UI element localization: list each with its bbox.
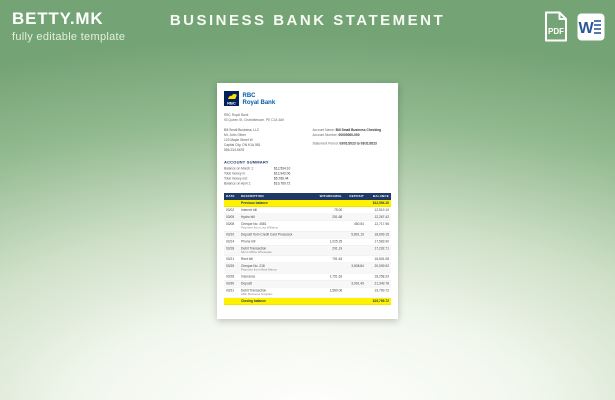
cell-date: 03/28 [224,273,239,280]
cell-description: Insurance [239,273,316,280]
cell-description: Internet bill [239,207,316,214]
table-header-row [224,193,391,200]
customer-address-block [224,128,261,153]
account-info-label: Statement Period: [312,141,340,146]
cell-description: Deposit [239,280,316,287]
cell-balance: 18,258.29 [366,273,391,280]
table-row [224,221,391,232]
pdf-icon-label: PDF [548,27,564,36]
cell-description: Cheque No. 4581 Payment from Lisa Williams [239,221,316,232]
cell-balance: 17,292.71 [366,245,391,256]
cell-date [224,200,239,207]
cell-withdrawal [316,298,344,305]
account-info-value: 00000000-000 [338,133,360,137]
table-row [224,298,391,305]
column-header: DATE [224,193,239,200]
cell-withdrawal: 1,025.25 [316,238,344,245]
cell-deposit [344,200,366,207]
cell-balance: 12,717.96 [366,221,391,232]
table-row [224,207,391,214]
account-info-line [313,141,391,146]
format-icons [543,11,605,42]
account-info-label: Account Name: [312,128,336,132]
customer-address-line: 123 Maple Street W [224,138,253,142]
account-summary [224,160,391,187]
bank-header [224,91,391,109]
summary-value: $5,766.44 [274,177,289,181]
customer-address-line: 555-234-5678 [224,148,245,152]
cell-date: 03/31 [224,287,239,298]
cell-balance: $19,769.72 [366,298,391,305]
summary-value: $12,942.06 [274,172,291,176]
table-row [224,238,391,245]
brand-logo[interactable]: BETTY.MK [12,9,104,28]
cell-balance: 19,769.72 [366,287,391,298]
account-summary-rows [224,166,312,186]
cell-date: 03/21 [224,256,239,263]
account-summary-title: ACCOUNT SUMMARY [224,159,269,165]
column-header: WITHDRAWAL [316,193,344,200]
cell-withdrawal: 791.63 [316,256,344,263]
cell-withdrawal: 251.68 [316,214,344,221]
cell-date: 03/02 [224,207,239,214]
cell-date: 03/10 [224,231,239,238]
table-row [224,263,391,274]
cell-withdrawal [316,231,344,238]
cell-deposit [344,298,366,305]
cell-balance: 12,519.10 [366,207,391,214]
cell-description: Debit Transaction Micro Office Wholesale [239,245,316,256]
cell-date: 03/05 [224,214,239,221]
cell-balance: $12,594.10 [366,200,391,207]
cell-description-line2: ABC Business Supplies [241,292,273,296]
page-title: BUSINESS BANK STATEMENT [169,12,446,29]
summary-label: Balance on March 1: [224,167,254,171]
cell-description: Cheque No. 218 Payment from Mark Mason [239,263,316,274]
account-info-value: Bill Small Business Checking [335,128,382,132]
cell-description-line2: Micro Office Wholesale [241,250,272,254]
cell-deposit [344,238,366,245]
account-info-value: 03/01/2023 to 03/31/2023 [339,141,377,146]
cell-balance: 12,267.42 [366,214,391,221]
cell-date [224,298,239,305]
column-header: BALANCE [366,193,391,200]
cell-withdrawal: 1,580.06 [316,287,344,298]
table-row [224,273,391,280]
brand-tagline: fully editable template [12,31,126,43]
bank-name: RBC Royal Bank [242,91,276,106]
bank-address: RBC Royal Bank 93 Queen St, Charlottetown, PE C1A 4A9 [224,113,284,122]
table-row [224,280,391,287]
cell-deposit: 5,891.19 [344,231,366,238]
cell-deposit: 450.54 [344,221,366,232]
table-row [224,245,391,256]
word-file-icon[interactable] [577,13,605,41]
word-icon-label: W [578,19,594,37]
cell-description: Closing balance [239,298,316,305]
cell-description: Debit Transaction ABC Business Supplies [239,287,316,298]
rbc-logo-text: RBC [227,100,236,106]
cell-deposit: 3,091.49 [344,280,366,287]
cell-date: 03/18 [224,245,239,256]
cell-date: 03/25 [224,263,239,274]
cell-withdrawal [316,221,344,232]
cell-description: Previous balance [239,200,316,207]
cell-withdrawal [316,263,344,274]
transactions-table [224,193,391,305]
cell-deposit [344,207,366,214]
summary-label: Balance on April 1: [224,182,252,186]
cell-balance: 16,501.08 [366,256,391,263]
summary-row [224,181,312,186]
pdf-file-icon[interactable] [543,11,569,42]
cell-date: 03/14 [224,238,239,245]
cell-deposit [344,214,366,221]
cell-description-line2: Payment from Lisa Williams [241,226,279,230]
cell-deposit: 3,508.84 [344,263,366,274]
cell-withdrawal [316,280,344,287]
cell-deposit [344,273,366,280]
cell-withdrawal: 75.00 [316,207,344,214]
cell-withdrawal: 1,751.63 [316,273,344,280]
column-header: DESCRIPTION [239,193,316,200]
customer-address-line: Bill Small Business, LLC [224,128,260,132]
cell-description: Hydro bill [239,214,316,221]
cell-deposit [344,256,366,263]
summary-label: Total money in: [224,172,246,176]
cell-deposit [344,245,366,256]
account-info-label: Account Number: [312,133,339,137]
cell-balance: 21,349.78 [366,280,391,287]
cell-balance: 17,583.90 [366,238,391,245]
cell-balance: 20,009.92 [366,263,391,274]
cell-deposit [344,287,366,298]
account-info-line [313,133,391,138]
summary-value: $19,769.72 [274,182,291,186]
statement-table-body [224,200,391,305]
cell-description-line2: Payment from Mark Mason [241,268,278,272]
table-row [224,287,391,298]
cell-description: Phone bill [239,238,316,245]
customer-address-line: Mr. John Oliver [224,133,246,137]
cell-date: 03/30 [224,280,239,287]
cell-description: Rent bill [239,256,316,263]
cell-balance: 18,609.15 [366,231,391,238]
bank-statement-document [217,83,398,319]
cell-withdrawal [316,200,344,207]
account-info-block [313,128,391,153]
column-header: DEPOSIT [344,193,366,200]
table-row [224,256,391,263]
rbc-logo-icon [224,91,239,109]
table-row [224,231,391,238]
cell-date: 03/08 [224,221,239,232]
summary-label: Total money out: [224,177,248,181]
cell-withdrawal: 291.19 [316,245,344,256]
cell-description: Deposit from Credit Card Processor [239,231,316,238]
table-row [224,200,391,207]
summary-value: $12,594.10 [274,167,291,171]
customer-address-line: Capital City, ON K1A 0B1 [224,143,261,147]
table-row [224,214,391,221]
